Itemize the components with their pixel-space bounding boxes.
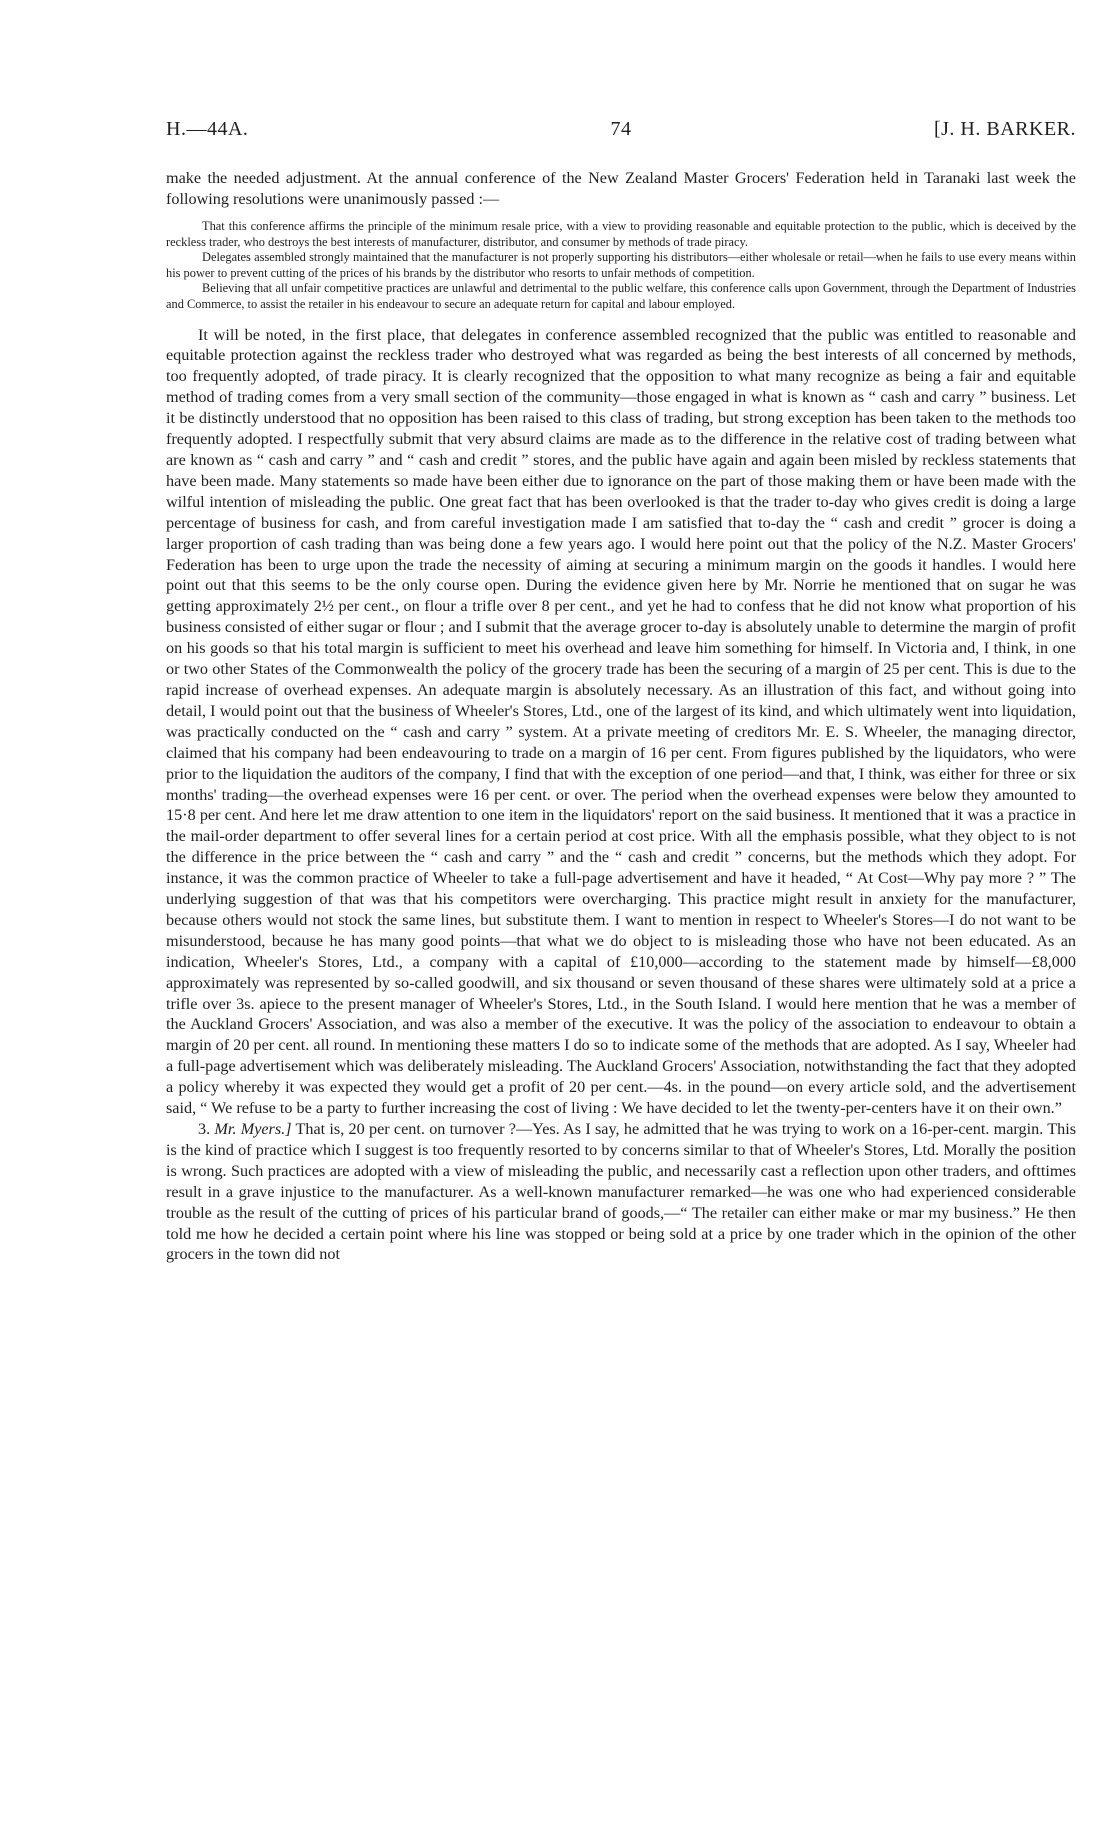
page-header <box>166 118 1076 148</box>
paragraph: It will be noted, in the first place, that delegates in conference assembled recognized that the public was entitled to reasonable and equitable protection against the reckless trader who destroyed what was regarded as being the best interests of all concerned by methods, too frequently adopted, of trade piracy. It is clearly recognized that the opposition to what many recognize as being a fair and equitable method of trading comes from a very small section of the community—those engaged in what is known as “ cash and carry ” business. Let it be distinctly understood that no opposition has been raised to this class of trading, but strong exception has been taken to the methods too frequently adopted. I respectfully submit that very absurd claims are made as to the difference in the relative cost of trading between what are known as “ cash and carry ” and “ cash and credit ” stores, and the public have again and again been misled by reckless statements that have been made. Many statements so made have been either due to ignorance on the part of those making them or have been made with the wilful intention of misleading the public. One great fact that has been overlooked is that the trader to-day who gives credit is doing a large percentage of business for cash, and from careful investigation made I am satisfied that to-day the “ cash and credit ” grocer is doing a larger proportion of cash trading than was being done a few years ago. I would here point out that the policy of the N.Z. Master Grocers' Federation has been to urge upon the trade the necessity of aiming at securing a minimum margin on the goods it handles. I would here point out that this seems to be the only course open. During the evidence given here by Mr. Norrie he mentioned that on sugar he was getting approximately 2½ per cent., on flour a trifle over 8 per cent., and yet he had to confess that he did not know what proportion of his business consisted of either sugar or flour ; and I submit that the average grocer to-day is absolutely unable to determine the margin of profit on his goods so that his total margin is sufficient to meet his overhead and leave him something for himself. In Victoria and, I think, in one or two other States of the Commonwealth the policy of the grocery trade has been the securing of a margin of 25 per cent. This is due to the rapid increase of overhead expenses. An adequate margin is absolutely necessary. As an illustration of this fact, and without going into detail, I would point out that the business of Wheeler's Stores, Ltd., one of the largest of its kind, and which ultimately went into liquidation, was practically conducted on the “ cash and carry ” system. At a private meeting of creditors Mr. E. S. Wheeler, the managing director, claimed that his company had been endeavouring to trade on a margin of 16 per cent. From figures published by the liquidators, who were prior to the liquidation the auditors of the company, I find that with the exception of one period—and that, I think, was either for three or six months' trading—the overhead expenses were 16 per cent. or over. The period when the overhead expenses were below they amounted to 15·8 per cent. And here let me draw attention to one item in the liquidators' report on the said business. It mentioned that it was a practice in the mail-order department to offer several lines for a certain period at cost price. With all the emphasis possible, what they object to is not the difference in the price between the “ cash and carry ” and the “ cash and credit ” concerns, but the methods which they adopt. For instance, it was the common practice of Wheeler to take a full-page advertisement and have it headed, “ At Cost—Why pay more ? ” The underlying suggestion of that was that his competitors were overcharging. This practice might result in anxiety for the manufacturer, because others would not stock the same lines, but substitute them. I want to mention in respect to Wheeler's Stores—I do not want to be misunderstood, because he has many good points—that what we do object to is misleading those who have not been educated. As an indication, Wheeler's Stores, Ltd., a company with a capital of £10,000—according to the statement made by himself—£8,000 approximately was represented by so-called goodwill, and six thousand or seven thousand of these shares were ultimately sold at a price a trifle over 3s. apiece to the present manager of Wheeler's Stores, Ltd., in the South Island. I would here mention that he was a member of the Auckland Grocers' Association, and was also a member of the executive. It was the policy of the association to endeavour to obtain a margin of 20 per cent. all round. In mentioning these matters I do so to indicate some of the methods that are adopted. As I say, Wheeler had a full-page advertisement which was deliberately misleading. The Auckland Grocers' Association, notwithstanding the fact that they adopted a policy whereby it was expected they would get a profit of 20 per cent.—4s. in the pound—on every article sold, and the advertisement said, “ We refuse to be a party to further increasing the cost of living : We have decided to let the twenty-per-centers have it on their own.” <box>166 325 1076 1118</box>
page-body <box>166 168 1076 1265</box>
resolution-item: That this conference affirms the principle of the minimum resale price, with a view to providing reasonable and equitable protection to the public, which is deceived by the reckless trader, who destroys the best interests of manufacturer, distributor, and consumer by methods of trade piracy. <box>166 219 1076 249</box>
lead-paragraph: make the needed adjustment. At the annual conference of the New Zealand Master Grocers' Federation held in Taranaki last week the following resolutions were unanimously passed :— <box>166 169 1076 208</box>
document-reference: H.—44A. <box>166 118 249 140</box>
resolution-item: Delegates assembled strongly maintained that the manufacturer is not properly supporting his distributors—either wholesale or retail—when he fails to use every means within his power to prevent cutting of the prices of his brands by the distributor who resorts to unfair methods of competition. <box>166 250 1076 280</box>
answer-text: That is, 20 per cent. on turnover ?—Yes. As I say, he admitted that he was trying to work on a 16-per-cent. margin. This is the kind of practice which I suggest is too frequently resorted to by concerns similar to that of Wheeler's Stores, Ltd. Morally the position is wrong. Such practices are adopted with a view of misleading the public, and necessarily cast a reflection upon other traders, and ofttimes result in a grave injustice to the manufacturer. As a well-known manufacturer remarked—he was one who had experienced considerable trouble as the result of the cutting of prices of his particular brand of goods,—“ The retailer can either make or mar my business.” He then told me how he decided a certain point where his line was stopped or being sold at a price by one trader which in the opinion of the other grocers in the town did not <box>166 1120 1076 1264</box>
witness-name: [J. H. BARKER. <box>933 118 1076 140</box>
resolution-item: Believing that all unfair competitive practices are unlawful and detrimental to the public welfare, this conference calls upon Government, through the Department of Industries and Commerce, to assist the retailer in his endeavour to secure an adequate return for capital and labour employed. <box>166 281 1076 311</box>
question-paragraph <box>166 1119 1076 1265</box>
question-number: 3. <box>198 1120 211 1138</box>
page-number: 74 <box>610 118 632 140</box>
main-text <box>166 325 1076 1266</box>
resolutions-block <box>166 219 1076 313</box>
questioner-name: Mr. Myers.] <box>214 1120 292 1138</box>
